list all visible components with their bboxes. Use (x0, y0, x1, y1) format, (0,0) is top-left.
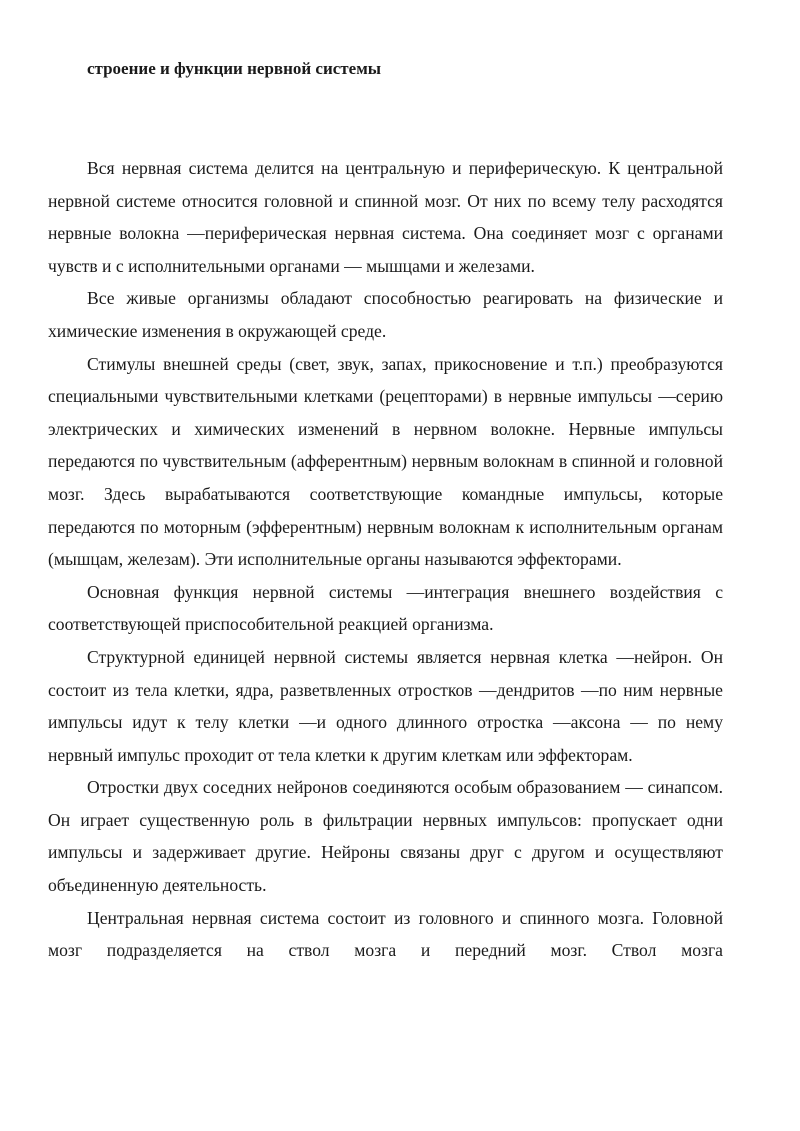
document-body (48, 152, 723, 967)
document-title: строение и функции нервной системы (87, 59, 382, 78)
paragraph: Центральная нервная система состоит из головного и спинного мозга. Головной мозг подразделяется на ствол мозга и передний мозг. Ствол мозга (48, 907, 723, 961)
paragraph: Стимулы внешней среды (свет, звук, запах, прикосновение и т.п.) преобразуются специальными чувствительными клетками (рецепторами) в нервные импульсы —серию электрических и химических изменений в нервном волокне. Нервные импульсы передаются по чувствительным (афферентным) нервным волокнам в спинной и головной мозг. Здесь вырабатываются соответствующие командные импульсы, которые передаются по моторным (эфферентным) нервным волокнам к исполнительным органам (мышцам, железам). Эти исполнительные органы называются эффекторами. (48, 353, 723, 570)
paragraph: Структурной единицей нервной системы является нервная клетка —нейрон. Он состоит из тела клетки, ядра, разветвленных отростков —дендритов —по ним нервные импульсы идут к телу клетки —и одного длинного отростка —аксона — по нему нервный импульс проходит от тела клетки к другим клеткам или эффекторам. (48, 646, 723, 765)
paragraph: Вся нервная система делится на центральную и периферическую. К центральной нервной системе относится головной и спинной мозг. От них по всему телу расходятся нервные волокна —периферическая нервная система. Она соединяет мозг с органами чувств и с исполнительными органами — мышцами и железами. (48, 158, 723, 276)
paragraph: Основная функция нервной системы —интеграция внешнего воздействия с соответствующей приспособительной реакцией организма. (48, 581, 723, 635)
paragraph: Все живые организмы обладают способностью реагировать на физические и химические изменения в окружающей среде. (48, 288, 723, 341)
paragraph: Отростки двух соседних нейронов соединяются особым образованием — синапсом. Он играет существенную роль в фильтрации нервных импульсов: пропускает одни импульсы и задерживает другие. Нейроны связаны друг с другом и осуществляют объединенную деятельность. (48, 777, 723, 896)
